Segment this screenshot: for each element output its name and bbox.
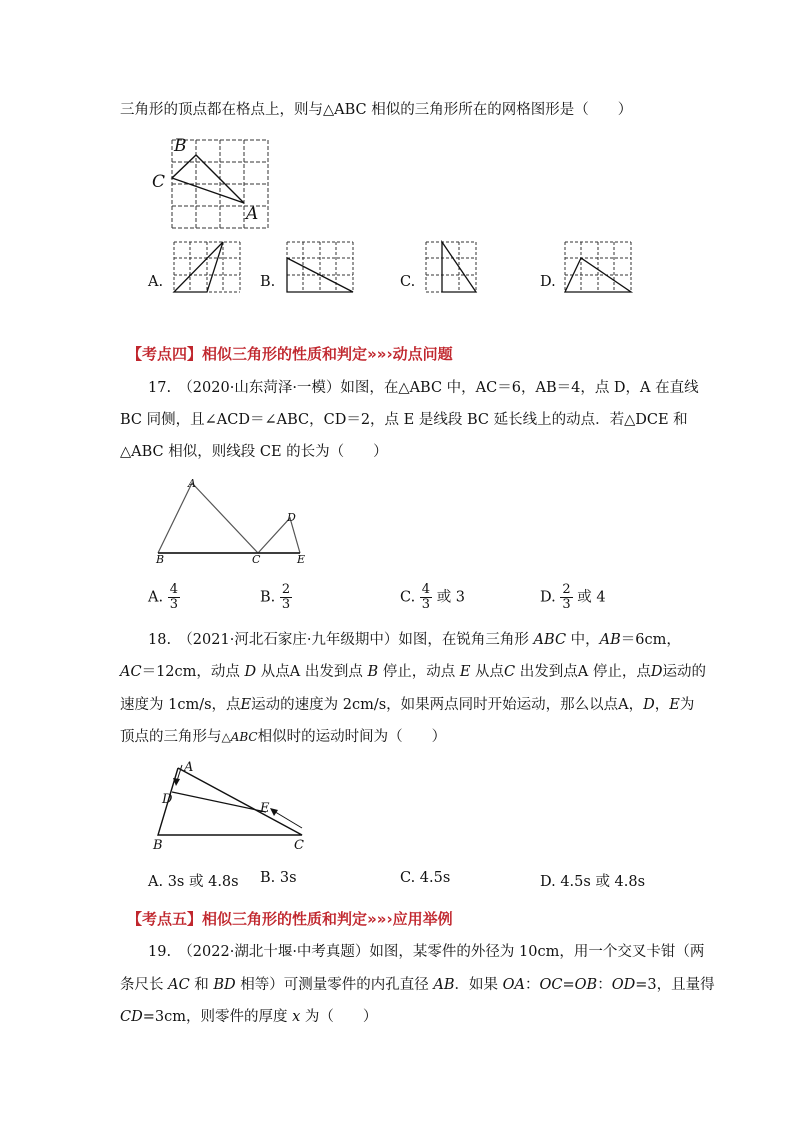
section4-bracket-close: 】 (187, 345, 203, 363)
q16-option-a-figure (172, 240, 242, 296)
q18-l2d: 从点 (260, 664, 290, 680)
q19-l2a: 条尺长 (120, 977, 169, 993)
q18-text-line1 (148, 630, 681, 650)
section4-tag: 考点四 (142, 345, 188, 363)
q17-option-c (400, 583, 465, 612)
q18-l1e: ＝6cm， (620, 632, 681, 648)
q17-option-b-num: 2 (281, 582, 291, 597)
q19-l2o: =3，且量得 (635, 977, 715, 993)
q16-option-c-figure (424, 240, 480, 296)
q16-option-c-label: C. (400, 274, 416, 290)
q18-l2m: A (577, 664, 589, 680)
q17-option-d-suffix: 或 4 (577, 589, 606, 606)
q16-label-c: C (152, 172, 166, 192)
section5-arrows-icon: »»› (367, 910, 393, 928)
q17-option-d-num: 2 (562, 582, 571, 597)
q19-l2d: BD (213, 977, 236, 993)
q18-l2k: C (504, 664, 516, 680)
q18-l4c: 相似时的运动时间为（ ） (257, 729, 447, 745)
q17-text-line1: 17. （2020·山东菏泽·一模）如图，在△ABC 中，AC＝6，AB＝4，点 D，A 在直线 (148, 380, 699, 396)
q17-text-line2: BC 同侧，且∠ACD＝∠ABC，CD＝2，点 E 是线段 BC 延长线上的动点．若△DCE 和 (120, 412, 688, 428)
q18-l2o: D (650, 664, 663, 680)
q18-text-line3 (120, 695, 694, 715)
q16-label-b: B (174, 136, 187, 156)
q16-text-line1: 三角形的顶点都在格点上，则与△ABC 相似的三角形所在的网格图形是（ ） (120, 102, 633, 118)
q18-option-b (260, 870, 297, 886)
section4-bracket-open: 【 (127, 345, 143, 363)
q17-option-c-den: 3 (421, 597, 431, 612)
q17-option-b (260, 583, 292, 612)
q18-label-c: C (294, 838, 304, 853)
q18-option-c (400, 870, 450, 886)
q17-option-a (148, 583, 180, 612)
q18-l2p: 运动的 (662, 664, 706, 680)
q18-l4a: 顶点的三角形与 (120, 729, 222, 745)
q18-option-a-label: A. (148, 874, 164, 890)
q16-option-b-label: B. (260, 274, 276, 290)
q18-label-a: A (184, 760, 194, 775)
q18-l3a: 速度为 1cm/s，点 (120, 697, 241, 713)
q19-l2n: OD (611, 977, 636, 993)
q18-option-b-text: 3s (279, 870, 297, 886)
q18-l3d: A (618, 697, 629, 713)
q17-option-c-suffix: 或 3 (436, 589, 466, 606)
q18-l2e: A (289, 664, 301, 680)
section4-heading (127, 343, 453, 364)
q18-option-b-label: B. (260, 870, 276, 886)
section5-tag: 考点五 (142, 910, 188, 928)
q18-label-b: B (153, 838, 163, 853)
q19-l2c: 和 (189, 977, 214, 993)
q18-l1a: 18. （2021·河北石家庄·九年级期中）如图，在锐角三角形 (148, 632, 529, 648)
q17-text-line3: △ABC 相似，则线段 CE 的长为（ ） (120, 444, 388, 460)
q19-l2e: 相等）可测量零件的内孔直径 (235, 977, 434, 993)
q18-l2f: 出发到点 (304, 664, 363, 680)
q19-text-line1: 19. （2022·湖北十堰·中考真题）如图，某零件的外径为 10cm，用一个交叉卡钳（两 (148, 944, 705, 960)
q18-l2a: AC (120, 664, 142, 680)
section5-bracket-close: 】 (187, 910, 203, 928)
q18-l3c: 运动的速度为 2cm/s，如果两点同时开始运动，那么以点 (251, 697, 619, 713)
q18-l3i: 为 (679, 697, 695, 713)
q17-option-a-fraction (168, 583, 180, 612)
q18-label-d: D (162, 792, 173, 807)
q18-option-d (540, 870, 645, 891)
section5-topic: 应用举例 (392, 910, 453, 928)
q19-text-line3 (120, 1007, 377, 1027)
q19-text-line2 (120, 975, 715, 995)
q19-l2g: ．如果 (454, 977, 503, 993)
q19-l3d: 为（ ） (300, 1009, 378, 1025)
q18-l3h: E (669, 697, 680, 713)
q18-l2c: D (244, 664, 257, 680)
q19-l2l: OB (574, 977, 598, 993)
q18-l2h: 停止，动点 (382, 664, 456, 680)
section4-arrows-icon: »»› (367, 345, 393, 363)
q17-option-d-fraction (560, 583, 572, 612)
q17-option-a-label: A. (148, 589, 164, 606)
q17-option-d-den: 3 (562, 597, 571, 612)
q18-option-c-text: 4.5s (419, 870, 451, 886)
q18-text-line4 (120, 727, 446, 747)
q18-l2j: 从点 (475, 664, 505, 680)
section5-bracket-open: 【 (127, 910, 143, 928)
q18-l3g: ， (654, 697, 670, 713)
q18-text-line2 (120, 662, 706, 682)
q19-l2j: OC (539, 977, 563, 993)
q18-figure (150, 760, 315, 845)
q18-option-d-text: 4.5s 或 4.8s (560, 874, 646, 890)
q17-label-b: B (156, 553, 165, 566)
q18-l4b: △ABC (221, 730, 258, 744)
q17-option-b-den: 3 (281, 597, 291, 612)
q18-l2b: ＝12cm，动点 (141, 664, 240, 680)
q19-l2b: AC (168, 977, 190, 993)
q19-l2k: = (562, 977, 575, 993)
q17-option-b-label: B. (260, 589, 276, 606)
q18-option-d-label: D. (540, 874, 556, 890)
q17-option-b-fraction (280, 583, 292, 612)
q18-l3f: D (643, 697, 655, 713)
q19-l2m: ： (597, 977, 612, 993)
q19-l3b: =3cm，则零件的厚度 (142, 1009, 293, 1025)
q17-label-e: E (297, 553, 306, 566)
q17-label-c: C (252, 553, 261, 566)
section5-heading (127, 908, 453, 929)
q18-label-e: E (260, 801, 270, 816)
q18-l3b: E (240, 697, 252, 713)
q19-l3a: CD (120, 1009, 143, 1025)
q18-l1c: 中， (570, 632, 600, 648)
section4-topic: 动点问题 (392, 345, 453, 363)
q18-l3e: ， (628, 697, 644, 713)
section5-title: 相似三角形的性质和判定 (202, 910, 368, 928)
q16-option-b-figure (285, 240, 357, 296)
q18-l1b: ABC (533, 632, 567, 648)
q17-label-a: A (188, 477, 196, 490)
q18-option-a-text: 3s 或 4.8s (167, 874, 239, 890)
q19-l3c: x (292, 1009, 301, 1025)
q17-option-c-fraction (420, 583, 432, 612)
q18-option-a (148, 870, 239, 891)
q16-option-a-label: A. (148, 274, 164, 290)
q18-option-c-label: C. (400, 870, 416, 886)
q16-label-a: A (246, 204, 259, 224)
q17-label-d: D (287, 511, 296, 524)
q18-l2i: E (459, 664, 471, 680)
q18-l2n: 停止，点 (592, 664, 651, 680)
q17-option-c-num: 4 (421, 582, 431, 597)
q17-option-a-den: 3 (169, 597, 178, 612)
q19-l2f: AB (433, 977, 455, 993)
section4-title: 相似三角形的性质和判定 (202, 345, 368, 363)
q16-option-d-figure (563, 240, 635, 296)
q17-option-a-num: 4 (169, 582, 178, 597)
q17-option-c-label: C. (400, 589, 416, 606)
q19-l2h: OA (502, 977, 526, 993)
q18-l2l: 出发到点 (519, 664, 578, 680)
q19-l2i: ： (525, 977, 540, 993)
q18-l1d: AB (599, 632, 621, 648)
q17-option-d (540, 583, 606, 612)
q18-l2g: B (367, 664, 379, 680)
q16-option-d-label: D. (540, 274, 556, 290)
q17-option-d-label: D. (540, 589, 556, 606)
